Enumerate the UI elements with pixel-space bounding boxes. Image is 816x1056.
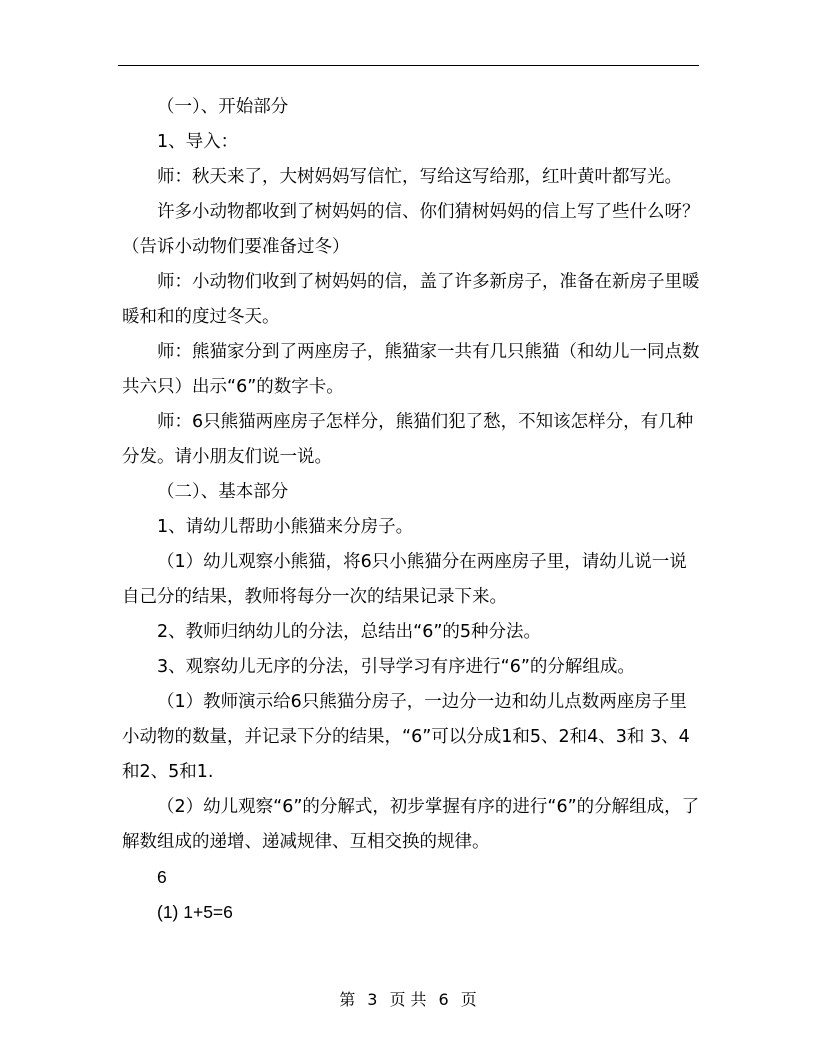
equation-line: (1) 1+5=6 (157, 902, 233, 922)
footer-suffix: 页 (460, 990, 477, 1009)
footer-prefix: 第 (339, 990, 356, 1009)
paragraph: 2、教师归纳幼儿的分法，总结出“6”的5种分法。 (157, 622, 542, 642)
paragraph: 师：小动物们收到了树妈妈的信，盖了许多新房子，准备在新房子里暖暖和和的度过冬天。 (122, 272, 700, 327)
paragraph: 3、观察幼儿无序的分法，引导学习有序进行“6”的分解组成。 (157, 657, 635, 677)
footer-total-pages: 6 (438, 990, 449, 1009)
paragraph: 1、请幼儿帮助小熊猫来分房子。 (157, 517, 414, 537)
paragraph: 许多小动物都收到了树妈妈的信、你们猜树妈妈的信上写了些什么呀？（告诉小动物们要准备过冬） (122, 202, 700, 257)
subheading-intro: 1、导入： (157, 132, 239, 152)
section-heading-basic: （二）、基本部分 (157, 482, 289, 502)
paragraph: 师：6只熊猫两座房子怎样分，熊猫们犯了愁，不知该怎样分，有几种分发。请小朋友们说一说。 (122, 412, 694, 467)
footer-current-page: 3 (367, 990, 378, 1009)
page-footer (0, 987, 816, 1010)
paragraph: （2）幼儿观察“6”的分解式，初步掌握有序的进行“6”的分解组成，了解数组成的递增、递减规律、互相交换的规律。 (122, 797, 700, 852)
header-rule (118, 65, 699, 66)
paragraph: 师：秋天来了，大树妈妈写信忙，写给这写给那，红叶黄叶都写光。 (157, 167, 682, 187)
number-label: 6 (157, 867, 167, 887)
paragraph: （1）教师演示给6只熊猫分房子，一边分一边和幼儿点数两座房子里小动物的数量，并记录下分的结果，“6”可以分成1和5、2和4、3和 3、4和2、5和1. (122, 692, 690, 782)
document-body (122, 90, 700, 930)
paragraph: （1）幼儿观察小熊猫，将6只小熊猫分在两座房子里，请幼儿说一说自己分的结果，教师将每分一次的结果记录下来。 (122, 552, 687, 607)
paragraph: 师：熊猫家分到了两座房子，熊猫家一共有几只熊猫（和幼儿一同点数共六只）出示“6”的数字卡。 (122, 342, 700, 397)
footer-middle: 页 共 (389, 990, 427, 1009)
section-heading-start: （一）、开始部分 (157, 97, 289, 117)
